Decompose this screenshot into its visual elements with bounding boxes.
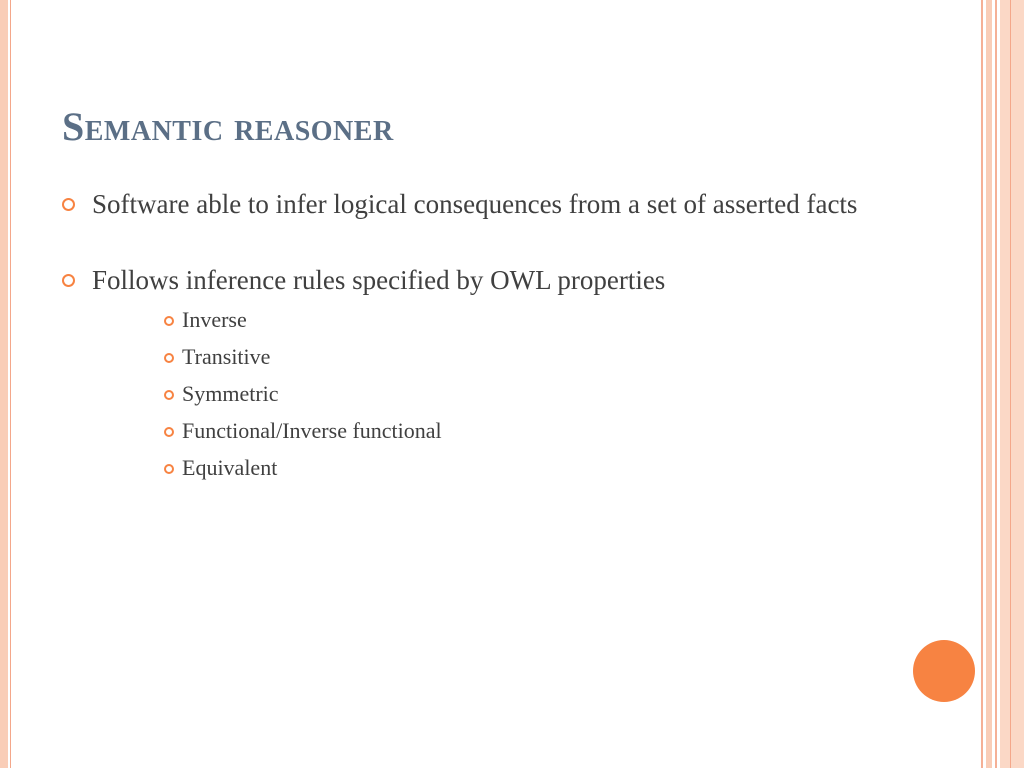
sub-bullet-text: Transitive <box>182 344 271 369</box>
right-border-stripe <box>995 0 997 768</box>
sub-bullet-list <box>92 301 882 486</box>
bullet-list <box>62 186 882 486</box>
right-border-band <box>1000 0 1024 768</box>
orange-circle-icon <box>913 640 975 702</box>
bullet-icon <box>62 274 75 287</box>
sub-bullet-item <box>164 301 882 338</box>
right-border-line <box>1010 0 1011 768</box>
sub-bullet-item <box>164 375 882 412</box>
bullet-text: Software able to infer logical consequences from a set of asserted facts <box>92 189 858 219</box>
sub-bullet-icon <box>164 316 174 326</box>
right-border-stripe <box>986 0 992 768</box>
sub-bullet-text: Equivalent <box>182 455 278 480</box>
sub-bullet-icon <box>164 427 174 437</box>
sub-bullet-text: Functional/Inverse functional <box>182 418 442 443</box>
bullet-item <box>62 262 882 486</box>
sub-bullet-item <box>164 412 882 449</box>
right-border-stripe <box>981 0 983 768</box>
left-border-line <box>10 0 11 768</box>
left-border-band <box>0 0 8 768</box>
sub-bullet-text: Inverse <box>182 307 247 332</box>
bullet-text: Follows inference rules specified by OWL properties <box>92 265 666 295</box>
sub-bullet-item <box>164 449 882 486</box>
bullet-item <box>62 186 882 222</box>
sub-bullet-icon <box>164 464 174 474</box>
sub-bullet-text: Symmetric <box>182 381 279 406</box>
slide-title: Semantic reasoner <box>62 104 394 149</box>
sub-bullet-icon <box>164 390 174 400</box>
sub-bullet-icon <box>164 353 174 363</box>
bullet-icon <box>62 198 75 211</box>
sub-bullet-item <box>164 338 882 375</box>
